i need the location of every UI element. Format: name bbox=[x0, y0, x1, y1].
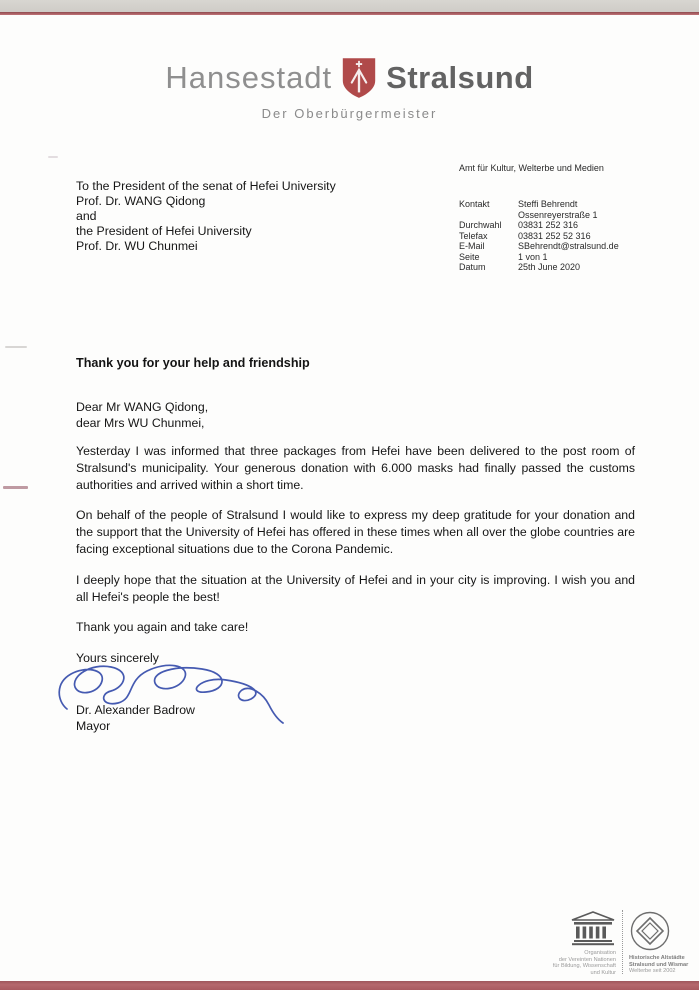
body-paragraph: On behalf of the people of Stralsund I would like to express my deep gratitude for your donation and the support that the University of Hefei has offered in these times when all over the globe countries are facing exceptional situations due to the Corona Pandemic. bbox=[76, 508, 635, 556]
contact-label: Durchwahl bbox=[459, 220, 502, 230]
scan-bottom-band bbox=[0, 981, 699, 990]
contact-label bbox=[459, 210, 518, 221]
recipient-line: Prof. Dr. WANG Qidong bbox=[76, 194, 206, 208]
signer-block bbox=[76, 703, 195, 734]
contact-value: Ossenreyerstraße 1 bbox=[518, 209, 598, 220]
contact-row bbox=[459, 262, 619, 273]
unesco-caption-line: Organisation bbox=[584, 950, 616, 956]
thanks-line: Thank you again and take care! bbox=[76, 620, 249, 635]
contact-row bbox=[459, 210, 619, 221]
closing-line: Yours sincerely bbox=[76, 651, 159, 666]
heritage-caption-line: Historische Altstädte bbox=[629, 955, 685, 961]
signer-title: Mayor bbox=[76, 718, 111, 733]
fold-mark bbox=[5, 346, 27, 348]
contact-value: 03831 252 316 bbox=[518, 220, 579, 230]
body-paragraph: I deeply hope that the situation at the University of Hefei and in your city is improving. I wish you and all Hefei's people the best! bbox=[76, 572, 635, 604]
world-heritage-logo-icon bbox=[629, 910, 671, 952]
salutation-line: Dear Mr WANG Qidong, bbox=[76, 400, 209, 414]
contact-label: Datum bbox=[459, 262, 486, 272]
contact-label: Seite bbox=[459, 251, 480, 262]
contact-row bbox=[459, 231, 619, 242]
footer-logos bbox=[552, 910, 699, 976]
contact-label: Telefax bbox=[459, 230, 488, 241]
signature-area bbox=[55, 655, 315, 745]
contact-label: E-Mail bbox=[459, 241, 485, 251]
contact-row bbox=[459, 241, 619, 252]
subject-line: Thank you for your help and friendship bbox=[76, 356, 310, 370]
city-name-label: Stralsund bbox=[386, 60, 534, 95]
unesco-caption-line: und Kultur bbox=[590, 969, 616, 976]
contact-label: Kontakt bbox=[459, 199, 490, 209]
unesco-caption bbox=[553, 950, 616, 976]
heritage-caption bbox=[629, 955, 688, 975]
contact-row bbox=[459, 199, 619, 210]
contact-row bbox=[459, 252, 619, 263]
scan-top-band bbox=[0, 0, 699, 12]
footer-separator bbox=[622, 910, 623, 974]
contact-value: Steffi Behrendt bbox=[518, 199, 578, 209]
contact-block bbox=[459, 199, 619, 273]
recipient-line: and bbox=[76, 209, 97, 223]
contact-value: 1 von 1 bbox=[518, 251, 548, 262]
recipient-line: Prof. Dr. WU Chunmei bbox=[76, 239, 198, 253]
contact-value: 25th June 2020 bbox=[518, 262, 581, 272]
unesco-caption-line: der Vereinten Nationen bbox=[558, 956, 616, 963]
office-label: Der Oberbürgermeister bbox=[261, 106, 438, 121]
fold-mark bbox=[48, 156, 58, 158]
heritage-caption-line: Stralsund und Wismar bbox=[629, 961, 689, 968]
recipient-line: the President of Hefei University bbox=[76, 224, 252, 238]
contact-value: 03831 252 52 316 bbox=[518, 230, 591, 241]
heritage-column bbox=[629, 910, 699, 975]
salutation bbox=[76, 399, 208, 431]
fold-mark bbox=[3, 486, 28, 489]
city-prefix-label: Hansestadt bbox=[165, 60, 333, 95]
department-line: Amt für Kultur, Welterbe und Medien bbox=[459, 163, 604, 173]
recipient-address bbox=[76, 179, 336, 254]
heritage-caption-line: Welterbe seit 2002 bbox=[629, 968, 676, 975]
unesco-caption-line: für Bildung, Wissenschaft bbox=[552, 963, 616, 970]
salutation-line: dear Mrs WU Chunmei, bbox=[76, 416, 205, 430]
contact-row bbox=[459, 220, 619, 231]
signer-name: Dr. Alexander Badrow bbox=[76, 703, 195, 717]
letter-body bbox=[76, 443, 635, 681]
contact-value: SBehrendt@stralsund.de bbox=[518, 241, 619, 251]
scan-top-red-line bbox=[0, 12, 699, 15]
letterhead bbox=[0, 56, 699, 121]
unesco-column bbox=[552, 910, 616, 976]
recipient-line: To the President of the senat of Hefei University bbox=[76, 179, 336, 193]
stralsund-shield-icon bbox=[341, 56, 377, 100]
body-paragraph: Yesterday I was informed that three packages from Hefei have been delivered to the post room of Stralsund's municipality. Your generous donation with 6.000 masks had finally passed the customs authorities and arrived within a short time. bbox=[76, 444, 635, 492]
unesco-logo-icon bbox=[570, 910, 616, 946]
